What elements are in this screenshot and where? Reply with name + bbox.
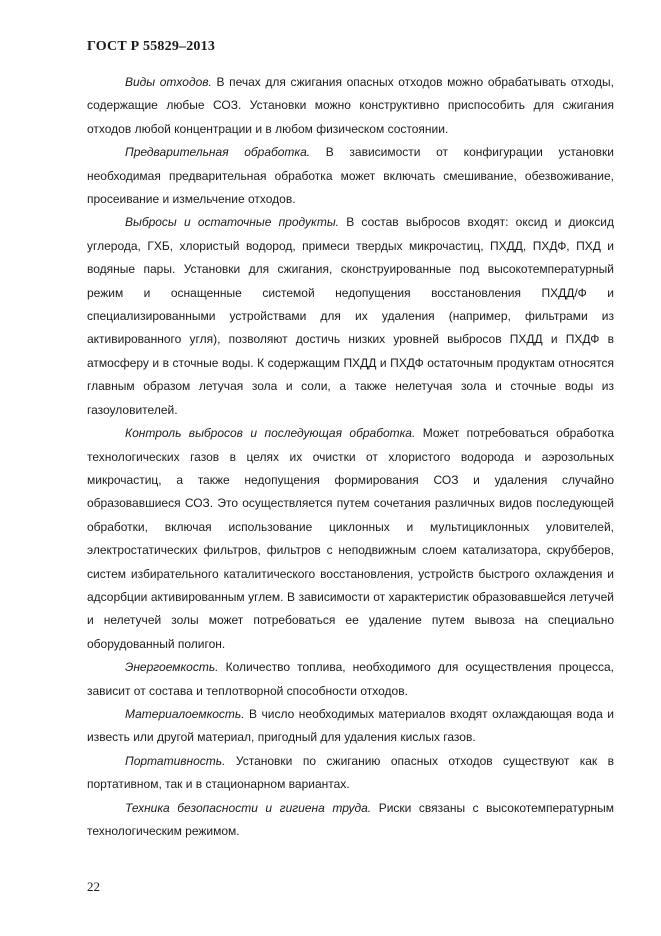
paragraph-lead: Энергоемкость. [125,660,219,675]
paragraph-materials [87,703,614,750]
paragraph-text: Может потребоваться обработка технологических газов в целях их очистки от хлористого водорода и аэрозольных микрочастиц, а также недопущения формирования СОЗ и удаления случайно образовавшиеся СОЗ. Это осуществляется путем сочетания различных видов последующей обработки, включая использование циклонных и мультициклонных уловителей, электростатических фильтров, фильтров с неподвижным слоем катализатора, скрубберов, систем избирательного каталитического восстановления, устройств быстрого охлаждения и адсорбции активированным углем. В зависимости от характеристик образовавшейся летучей и нелетучей золы может потребоваться ее удаление путем вывоза на специально оборудованный полигон. [87,426,615,651]
paragraph-emissions [87,211,614,422]
paragraph-lead: Контроль выбросов и последующая обработка. [125,426,416,441]
paragraph-waste-types [87,71,614,141]
paragraph-lead: Предварительная обработка. [125,145,311,160]
paragraph-lead: Портативность. [125,753,226,768]
paragraph-pretreatment [87,141,614,211]
paragraph-safety [87,797,614,844]
paragraph-text: В число необходимых материалов входят охлаждающая вода и известь или другой материал, пригодный для удаления кислых газов. [87,706,614,745]
paragraph-text: В состав выбросов входят: оксид и диоксид углерода, ГХБ, хлористый водород, примеси твердых микрочастиц, ПХДД, ПХДФ, ПХД и водяные пары. Установки для сжигания, сконструированные под высокотемпературный режим и оснащенные системой недопущения восстановления ПХДД/Ф и специализированными устройствами для их удаления (например, фильтрами из активированного угля), позволяют достичь низких уровней выбросов ПХДД и ПХДФ в атмосферу и в сточные воды. К содержащим ПХДД и ПХДФ остаточным продуктам относятся главным образом летучая зола и соли, а также нелетучая зола и сточные воды из газоуловителей. [87,215,615,417]
paragraph-energy [87,656,614,703]
document-header: ГОСТ Р 55829–2013 [87,39,216,54]
paragraph-text: Количество топлива, необходимого для осуществления процесса, зависит от состава и теплотворной способности отходов. [87,660,614,698]
paragraph-text: В печах для сжигания опасных отходов можно обрабатывать отходы, содержащие любые СОЗ. Установки можно конструктивно приспособить для сжигания отходов любой концентрации и в любом физическом состоянии. [87,75,614,136]
paragraph-lead: Выбросы и остаточные продукты. [125,215,339,230]
paragraph-lead: Техника безопасности и гигиена труда. [125,800,372,815]
paragraph-lead: Виды отходов. [125,75,212,89]
paragraph-emission-control [87,422,614,656]
document-body [87,71,614,843]
paragraph-portability [87,750,614,797]
paragraph-text: Установки по сжиганию опасных отходов существуют как в портативном, так и в стационарном вариантах. [87,753,614,792]
paragraph-text: Риски связаны с высокотемпературным технологическим режимом. [87,800,614,838]
paragraph-text: В зависимости от конфигурации установки необходимая предварительная обработка может включать смешивание, обезвоживание, просеивание и измельчение отходов. [87,145,614,207]
page-number: 22 [87,879,100,894]
paragraph-lead: Материалоемкость. [125,706,245,721]
